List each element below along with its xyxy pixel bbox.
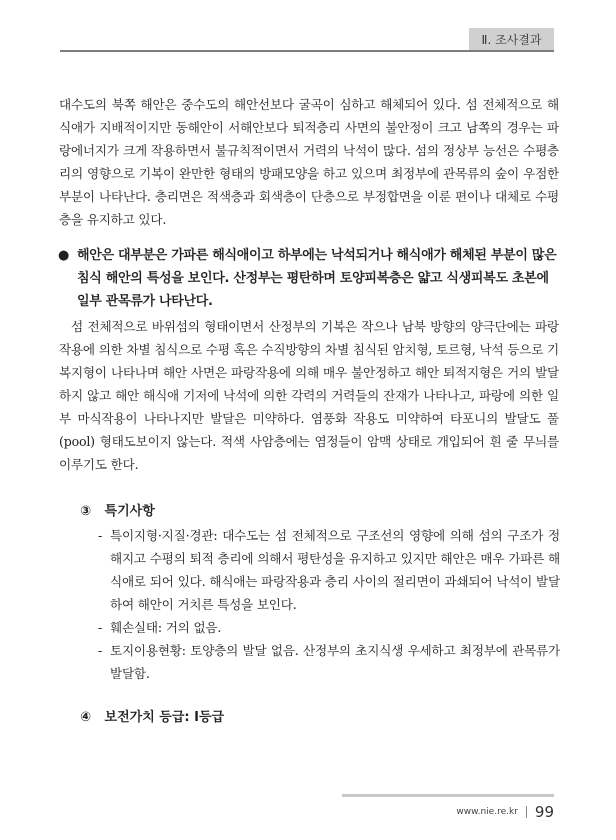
section-4-title: 보전가치 등급: Ⅰ등급 (104, 710, 225, 725)
footer-separator (526, 806, 527, 818)
page-footer (456, 803, 554, 821)
footer-url: www.nie.re.kr (456, 807, 518, 817)
key-point-text: 해안은 대부분은 가파른 해식애이고 하부에는 낙석되거나 해식애가 해체된 부분이 많은 침식 해안의 특성을 보인다. 산정부는 평탄하며 토양피복층은 얇고 식생피복도 초본에 일부 관목류가 나타난다. (77, 248, 557, 309)
body-paragraph-1-block (59, 93, 559, 231)
body-paragraph-2: 섬 전체적으로 바위섬의 형태이면서 산정부의 기복은 작으나 남북 방향의 양극단에는 파랑작용에 의한 차별 침식으로 수평 혹은 수직방향의 차별 침식된 암치형, 토르형, 낙석 등으로 기복지형이 나타나며 해안 사면은 파랑작용에 의해 매우 불안정하고 해안 퇴적지형은 거의 발달하지 않고 해안 해식애 기저에 낙석에 의한 각력의 거력들의 잔재가 나타나고, 파랑에 의한 일부 마식작용이 나타나지만 발달은 미약하다. 염풍화 작용도 미약하여 타포니의 발달도 풀(pool) 형태도보이지 않는다. 적색 사암층에는 염정들이 암맥 상태로 개입되어 흰 줄 무늬를 이루기도 한다. (59, 319, 559, 472)
page-number: 99 (534, 803, 554, 821)
section-3-heading (80, 502, 155, 522)
list-item (98, 639, 560, 685)
list-dash: - (98, 620, 103, 635)
list-item (98, 616, 560, 639)
header-divider (60, 50, 554, 52)
section-4-number: ④ (80, 710, 92, 725)
section-3-number: ③ (80, 504, 92, 519)
footer-divider (342, 794, 554, 797)
section-4-heading (80, 708, 224, 728)
body-paragraph-1: 대수도의 북쪽 해안은 중수도의 해안선보다 굴곡이 심하고 해체되어 있다. 섬 전체적으로 해식애가 지배적이지만 동해안이 서해안보다 퇴적층리 사면의 불안정이 크고 남쪽의 경우는 파랑에너지가 크게 작용하면서 불규칙적이면서 거력의 낙석이 많다. 섬의 정상부 능선은 수평층리의 영향으로 기복이 완만한 형태의 방패모양을 하고 있으며 최정부에 관목류의 숲이 우점한 부분이 나타난다. 층리면은 적색층과 회색층이 단층으로 부정합면을 이룬 편이나 대체로 수평층을 유지하고 있다. (59, 97, 559, 227)
list-item-text: 훼손실태: 거의 없음. (110, 620, 222, 635)
list-item-text: 토지이용현황: 토양층의 발달 없음. 산정부의 초지식생 우세하고 최정부에 관목류가 발달함. (110, 643, 560, 681)
list-item (98, 524, 560, 616)
list-item-text: 특이지형·지질·경관: 대수도는 섬 전체적으로 구조선의 영향에 의해 섬의 구조가 정해지고 수평의 퇴적 층리에 의해서 평탄성을 유지하고 있지만 해안은 매우 가파른 해식애로 되어 있다. 해식애는 파랑작용과 층리 사이의 절리면이 과쇄되어 낙석이 발달하여 해안이 거치른 특성을 보인다. (110, 528, 560, 612)
bullet-dot-icon: ● (58, 248, 70, 263)
header-section-label: Ⅱ. 조사결과 (469, 28, 554, 50)
section-3-title: 특기사항 (104, 504, 155, 519)
special-notes-list (98, 524, 560, 685)
list-dash: - (98, 528, 103, 543)
list-dash: - (98, 643, 103, 658)
key-point-bullet (58, 244, 560, 313)
body-paragraph-2-block (59, 315, 559, 476)
